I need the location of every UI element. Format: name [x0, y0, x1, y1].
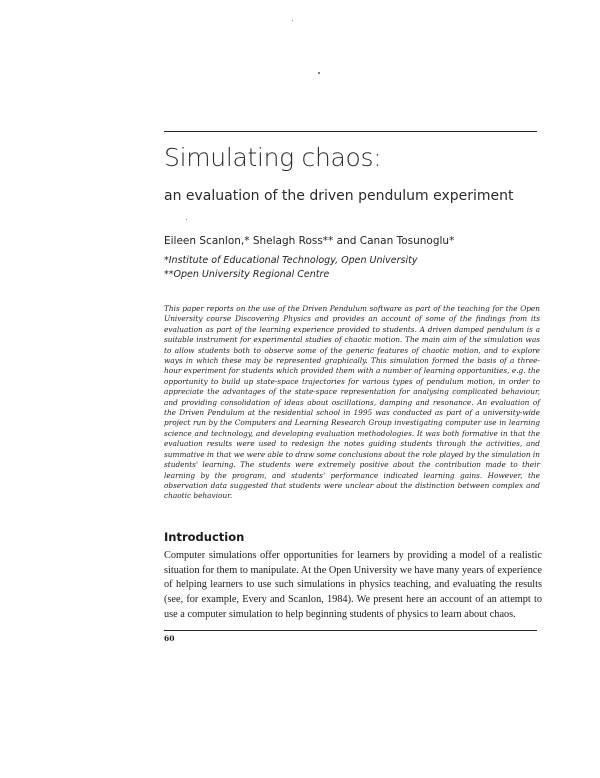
affiliation-1	[164, 255, 417, 266]
top-rule	[164, 131, 537, 132]
affiliation-2	[164, 269, 329, 280]
page-number: 60	[164, 634, 175, 643]
article-subtitle: an evaluation of the driven pendulum experiment	[164, 188, 514, 204]
affiliation-text: Institute of Educational Technology, Open University	[168, 255, 418, 266]
article-title: Simulating chaos:	[164, 143, 382, 172]
author-list: Eileen Scanlon,* Shelagh Ross** and Canan Tosunoglu*	[164, 235, 455, 247]
scan-speck	[318, 72, 320, 74]
footer-rule	[164, 630, 537, 631]
section-heading-introduction: Introduction	[164, 530, 245, 544]
introduction-paragraph: Computer simulations offer opportunities for learners by providing a model of a realistic situation for them to manipulate. At the Open University we have many years of experience of helping learners to use such simulations in physics teaching, and evaluating the results (see, for example, Every and Scanlon, 1984). We present here an account of an attempt to use a computer simulation to help beginning students of physics to learn about chaos.	[164, 550, 542, 620]
scan-speck	[186, 219, 187, 220]
abstract: This paper reports on the use of the Driven Pendulum software as part of the teaching for the Open University course Discovering Physics and provides an account of some of the findings from its evaluation as part of the learning experience provided to students. A driven damped pendulum is a suitable instrument for experimental studies of chaotic motion. The main aim of the simulation was to allow students both to observe some of the generic features of chaotic motion, and to explore ways in which these may be represented graphically. This simulation formed the basis of a three-hour experiment for students which provided them with a number of learning opportunities, e.g. the opportunity to build up state-space trajectories for various types of pendulum motion, in order to appreciate the advantages of the state-space representation for analysing complicated behaviour, and providing consolidation of ideas about oscillations, damping and resonance. An evaluation of the Driven Pendulum at the residential school in 1995 was conducted as part of a university-wide project run by the Computers and Learning Research Group investigating computer use in learning science and technology, and developing evaluation methodologies. It was both formative in that the evaluation results were used to redesign the notes guiding students through the activities, and summative in that we were able to draw some conclusions about the role played by the simulation in students' learning. The students were extremely positive about the contribution made to their learning by the program, and students' performance indicated learning gains. However, the observation data suggested that students were unclear about the distinction between complex and chaotic behaviour.	[164, 304, 540, 501]
scan-speck	[292, 20, 293, 21]
affiliation-mark: *	[164, 255, 169, 266]
affiliation-text: Open University Regional Centre	[173, 269, 330, 280]
affiliation-mark: **	[164, 269, 174, 280]
